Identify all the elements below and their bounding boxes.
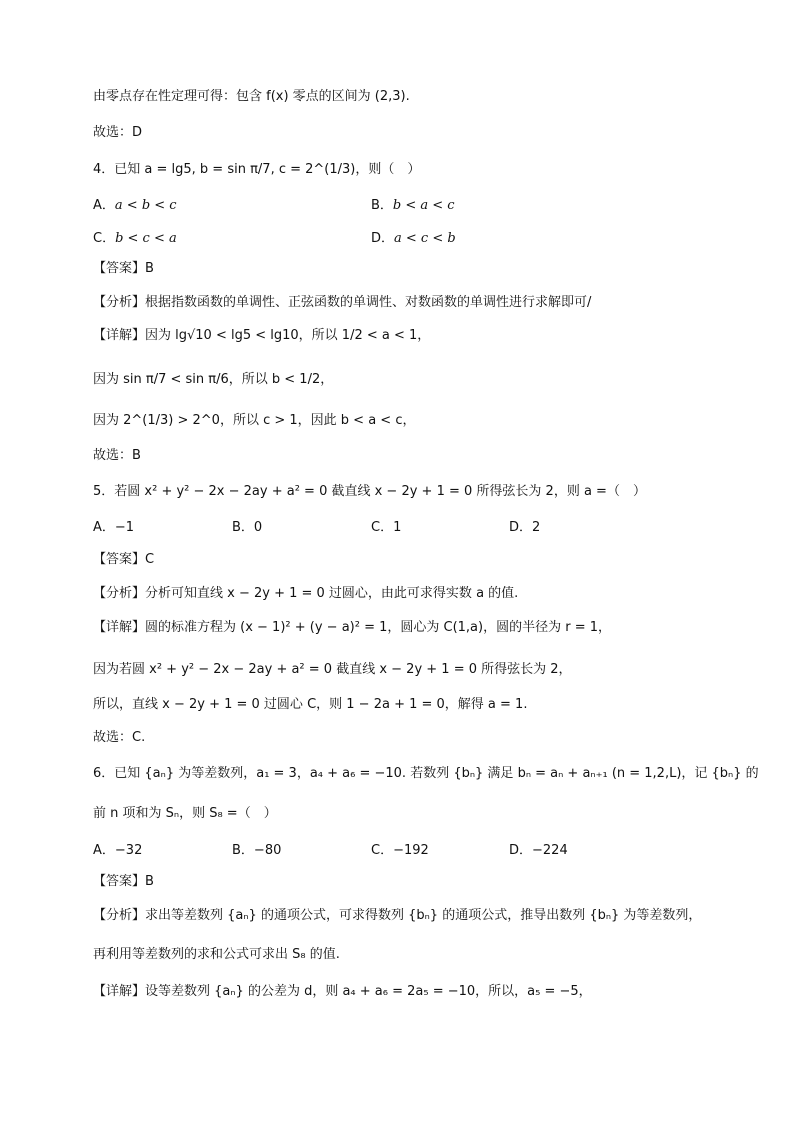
q6-option-a-text: −32	[114, 843, 143, 858]
q4-option-a-label: A．	[93, 198, 115, 213]
q6-option-d-label: D．	[509, 843, 533, 858]
q5-choose: 故选：C.	[93, 730, 146, 745]
q5-analysis: 【分析】分析可知直线 x − 2y + 1 = 0 过圆心，由此可求得实数 a 的值.	[93, 586, 519, 601]
q4-option-c	[93, 229, 177, 249]
q5-detail-2: 因为若圆 x² + y² − 2x − 2ay + a² = 0 截直线 x − 2y + 1 = 0 所得弦长为 2，	[93, 662, 572, 677]
q5-option-d	[509, 518, 540, 538]
q6-detail-1: 【详解】设等差数列 {aₙ} 的公差为 d，则 a₄ + a₆ = 2a₅ = −10，所以，a₅ = −5，	[93, 984, 592, 999]
q4-detail-2: 因为 sin π/7 < sin π/6，所以 b < 1/2，	[93, 372, 334, 387]
q5-option-c-label: C．	[371, 520, 394, 535]
q4-option-d	[371, 229, 456, 249]
q6-option-d-text: −224	[532, 843, 568, 858]
q4-option-b	[371, 196, 455, 216]
q4-option-b-text: b < a < c	[392, 198, 455, 213]
q6-analysis-1: 【分析】求出等差数列 {aₙ} 的通项公式，可求得数列 {bₙ} 的通项公式，推导出数列 {bₙ} 为等差数列，	[93, 908, 702, 923]
q5-option-b-text: 0	[253, 520, 263, 535]
q5-option-a-label: A．	[93, 520, 115, 535]
text-line-zero-theorem: 由零点存在性定理可得：包含 f(x) 零点的区间为 (2,3).	[93, 89, 410, 104]
q4-detail-1: 【详解】因为 lg√10 < lg5 < lg10，所以 1/2 < a < 1，	[93, 328, 431, 343]
q5-option-c-text: 1	[393, 520, 402, 535]
q6-option-c	[371, 841, 429, 861]
q5-detail-1: 【详解】圆的标准方程为 (x − 1)² + (y − a)² = 1，圆心为 C(1,a)，圆的半径为 r = 1，	[93, 620, 611, 635]
question-5-stem: 5．若圆 x² + y² − 2x − 2ay + a² = 0 截直线 x − 2y + 1 = 0 所得弦长为 2，则 a =（ ）	[93, 484, 646, 499]
q4-option-d-text: a < c < b	[394, 231, 456, 246]
question-4-stem: 4．已知 a = lg5, b = sin π/7, c = 2^(1/3)，则（ ）	[93, 162, 421, 177]
q6-option-a-label: A．	[93, 843, 115, 858]
q5-option-d-label: D．	[509, 520, 533, 535]
q6-analysis-2: 再利用等差数列的求和公式可求出 S₈ 的值.	[93, 947, 340, 962]
q4-option-a-text: a < b < c	[114, 198, 177, 213]
q4-analysis: 【分析】根据指数函数的单调性、正弦函数的单调性、对数函数的单调性进行求解即可/	[93, 295, 592, 310]
q5-option-d-text: 2	[532, 520, 541, 535]
q4-choose: 故选：B	[93, 448, 141, 463]
q5-option-b	[232, 518, 262, 538]
question-6-stem-1: 6．已知 {aₙ} 为等差数列，a₁ = 3，a₄ + a₆ = −10. 若数列 {bₙ} 满足 bₙ = aₙ + aₙ₊₁ (n = 1,2,L)，记 {bₙ} 的	[93, 766, 759, 781]
q4-answer: 【答案】B	[93, 261, 154, 276]
q5-option-c	[371, 518, 401, 538]
text-line-answer-prev: 故选：D	[93, 125, 143, 140]
q4-option-d-label: D．	[371, 231, 395, 246]
q5-option-a-text: −1	[114, 520, 135, 535]
q6-option-c-text: −192	[393, 843, 429, 858]
q6-option-d	[509, 841, 568, 861]
q5-option-b-label: B．	[232, 520, 254, 535]
q4-detail-3: 因为 2^(1/3) > 2^0，所以 c > 1，因此 b < a < c，	[93, 413, 416, 428]
q6-answer: 【答案】B	[93, 874, 154, 889]
q6-option-b	[232, 841, 281, 861]
q5-detail-3: 所以，直线 x − 2y + 1 = 0 过圆心 C，则 1 − 2a + 1 = 0，解得 a = 1.	[93, 697, 528, 712]
q4-option-a	[93, 196, 177, 216]
q4-option-b-label: B．	[371, 198, 393, 213]
q6-option-c-label: C．	[371, 843, 394, 858]
question-6-stem-2: 前 n 项和为 Sₙ，则 S₈ =（ ）	[93, 806, 277, 821]
q6-option-a	[93, 841, 142, 861]
q5-option-a	[93, 518, 134, 538]
q6-option-b-text: −80	[253, 843, 282, 858]
q4-option-c-label: C．	[93, 231, 116, 246]
q5-answer: 【答案】C	[93, 552, 155, 567]
q6-option-b-label: B．	[232, 843, 254, 858]
q4-option-c-text: b < c < a	[115, 231, 177, 246]
